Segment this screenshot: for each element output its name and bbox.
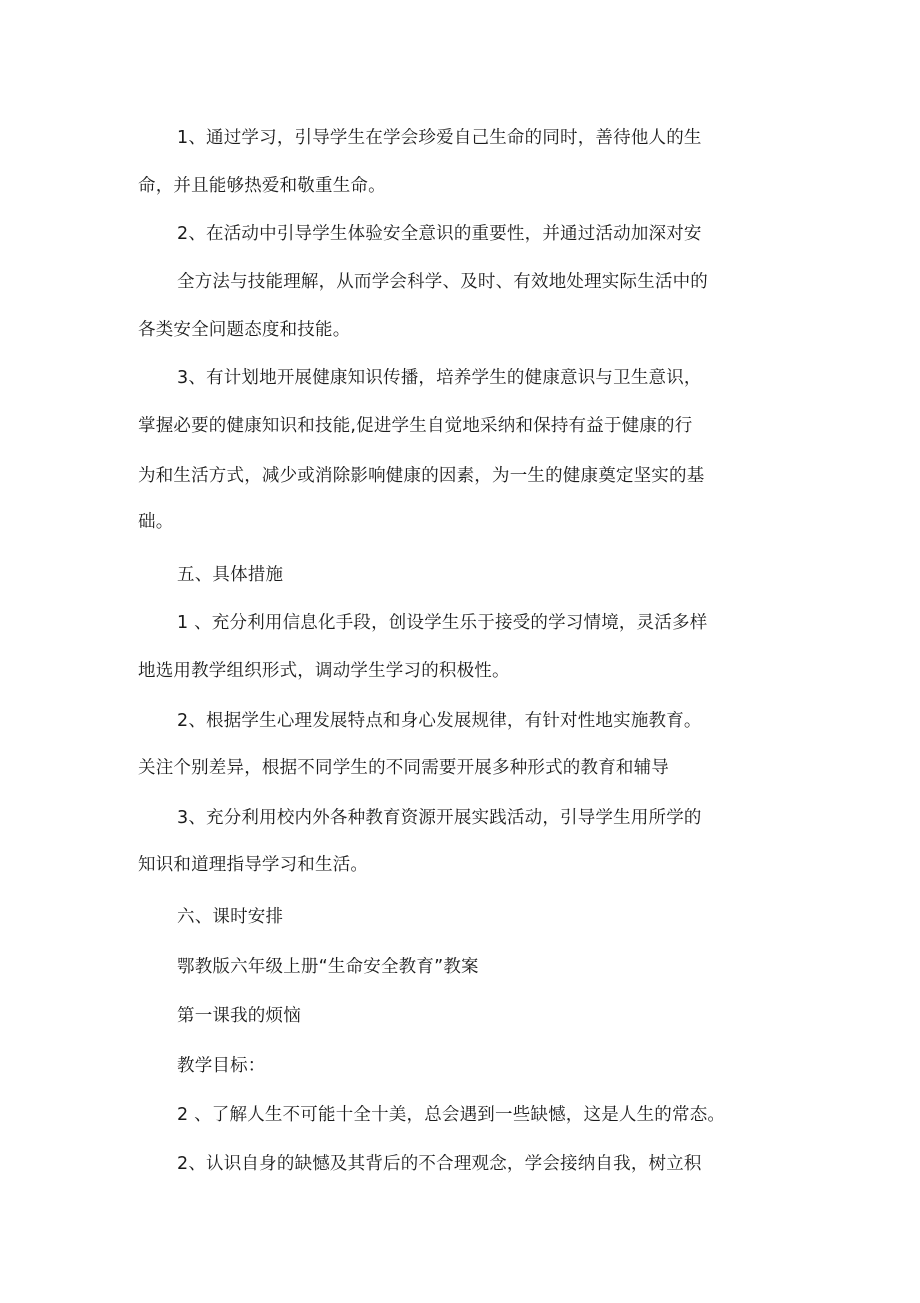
paragraph-3-line-3: 为和生活方式，减少或消除影响健康的因素，为一生的健康奠定坚实的基 — [138, 466, 705, 486]
teaching-goals-label: 教学目标： — [177, 1056, 266, 1076]
measure-3-line-2: 知识和道理指导学习和生活。 — [138, 855, 369, 875]
goal-1-line: 2 、了解人生不可能十全十美，总会遇到一些缺憾，这是人生的常态。 — [177, 1105, 726, 1125]
measure-3-line-1: 3、充分利用校内外各种教育资源开展实践活动，引导学生用所学的 — [177, 808, 702, 828]
paragraph-3-line-1: 3、有计划地开展健康知识传播，培养学生的健康意识与卫生意识， — [177, 368, 702, 388]
goal-2-line: 2、认识自身的缺憾及其背后的不合理观念，学会接纳自我，树立积 — [177, 1154, 702, 1174]
measure-1-line-2: 地选用教学组织形式，调动学生学习的积极性。 — [138, 661, 510, 681]
paragraph-3-line-2: 掌握必要的健康知识和技能,促进学生自觉地采纳和保持有益于健康的行 — [138, 416, 693, 436]
measure-1-line-1: 1 、充分利用信息化手段，创设学生乐于接受的学习情境，灵活多样 — [177, 613, 708, 633]
section-heading-schedule: 六、课时安排 — [177, 907, 284, 927]
paragraph-3-line-4: 础。 — [138, 512, 174, 532]
paragraph-1-line-1: 1、通过学习，引导学生在学会珍爱自己生命的同时，善待他人的生 — [177, 128, 702, 148]
section-heading-measures: 五、具体措施 — [177, 565, 284, 585]
paragraph-2-line-3: 各类安全问题态度和技能。 — [138, 320, 351, 340]
paragraph-2-line-2: 全方法与技能理解，从而学会科学、及时、有效地处理实际生活中的 — [177, 272, 708, 292]
paragraph-2-line-1: 2、在活动中引导学生体验安全意识的重要性，并通过活动加深对安 — [177, 224, 702, 244]
measure-2-line-2: 关注个别差异，根据不同学生的不同需要开展多种形式的教育和辅导 — [138, 758, 669, 778]
paragraph-1-line-2: 命，并且能够热爱和敬重生命。 — [138, 176, 386, 196]
lesson-plan-title: 鄂教版六年级上册“生命安全教育”教案 — [177, 957, 479, 977]
lesson-title: 第一课我的烦恼 — [177, 1006, 301, 1026]
measure-2-line-1: 2、根据学生心理发展特点和身心发展规律，有针对性地实施教育。 — [177, 711, 702, 731]
